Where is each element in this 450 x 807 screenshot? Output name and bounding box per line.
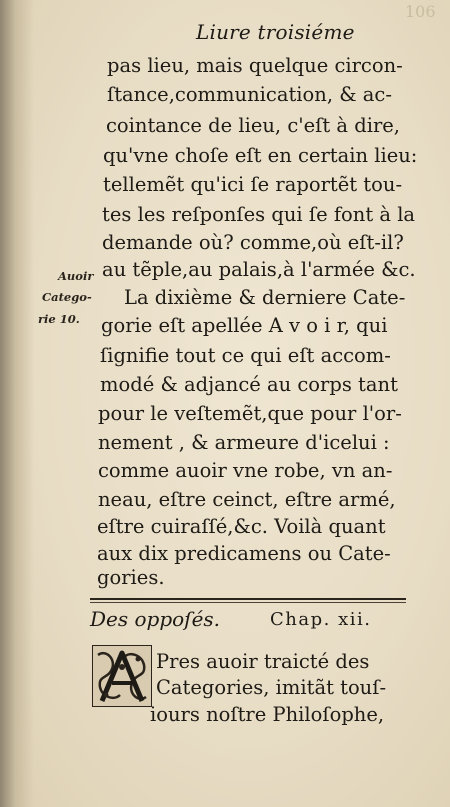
body-line: ſignifie tout ce qui eſt accom- [100, 344, 391, 367]
spine-shadow [0, 0, 34, 807]
chapter-label: Chap. xii. [270, 609, 372, 630]
body-line: La dixième & derniere Cate- [124, 286, 406, 309]
bleed-through-page-number: 106 [405, 2, 436, 21]
body-line: gorie eſt apellée A v o i r, qui [101, 314, 388, 337]
section-title: Des oppoſés. [90, 607, 221, 631]
body-line: qu'vne choſe eſt en certain lieu: [103, 144, 418, 167]
body-line: aux dix predicamens ou Cate- [97, 542, 391, 565]
section-rule-bottom [90, 602, 406, 603]
body-line: modé & adjancé au corps tant [100, 373, 398, 396]
margin-note-catego: Catego- [42, 290, 92, 304]
body-line: pour le veſtemẽt,que pour l'or- [98, 402, 402, 425]
margin-note-rie: rie 10. [38, 312, 80, 326]
closing-line: Categories, imitãt touſ- [156, 676, 387, 699]
closing-line: iours noſtre Philoſophe, [150, 703, 385, 726]
section-rule-top [90, 598, 406, 600]
body-line: au tẽple,au palais,à l'armée &c. [102, 258, 416, 281]
body-line: neau, eſtre ceinct, eſtre armé, [98, 488, 396, 511]
body-line: nement , & armeure d'icelui : [98, 431, 390, 454]
body-line: gories. [97, 566, 165, 589]
body-line: pas lieu, mais quelque circon- [107, 54, 403, 77]
body-line: eſtre cuiraſſé,&c. Voilà quant [97, 515, 386, 538]
body-line: tes les reſponſes qui ſe font à la [102, 203, 416, 226]
running-head: Liure troisiéme [196, 20, 355, 44]
body-line: demande où? comme,où eſt-il? [102, 231, 404, 254]
dropcap-ornament [92, 645, 152, 707]
body-line: cointance de lieu, c'eſt à dire, [106, 114, 401, 137]
margin-note-auoir: Auoir [58, 269, 94, 283]
body-line: tellemẽt qu'ici ſe raportẽt tou- [103, 173, 403, 196]
body-line: comme auoir vne robe, vn an- [98, 459, 393, 482]
body-line: ſtance,communication, & ac- [107, 83, 392, 106]
closing-line: Pres auoir traicté des [156, 650, 370, 673]
